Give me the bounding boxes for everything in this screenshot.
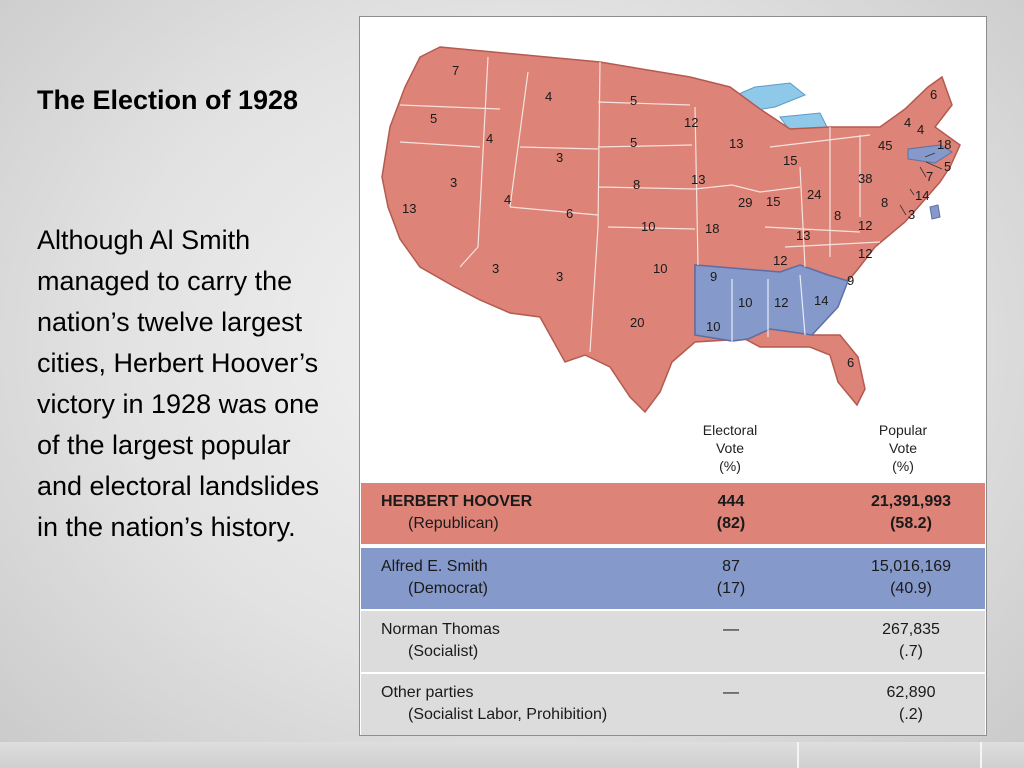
svg-text:10: 10 xyxy=(706,319,721,334)
header-line: Vote xyxy=(715,440,745,456)
svg-text:3: 3 xyxy=(450,175,458,190)
header-line: (%) xyxy=(892,458,914,474)
svg-text:8: 8 xyxy=(834,208,842,223)
candidate-cell xyxy=(381,491,532,535)
svg-text:6: 6 xyxy=(847,355,855,370)
svg-text:4: 4 xyxy=(504,192,512,207)
svg-text:7: 7 xyxy=(452,63,460,78)
svg-text:10: 10 xyxy=(653,261,668,276)
electoral-vote: 87 xyxy=(722,558,740,575)
popular-vote: 267,835 xyxy=(882,621,940,638)
electoral-vote: 444 xyxy=(717,493,745,510)
popular-vote-pct: (.2) xyxy=(899,706,923,723)
electoral-vote-cell xyxy=(681,556,781,600)
svg-text:18: 18 xyxy=(937,137,952,152)
slide-title: The Election of 1928 xyxy=(37,85,299,115)
svg-text:12: 12 xyxy=(858,246,873,261)
candidate-cell xyxy=(381,556,488,600)
svg-text:38: 38 xyxy=(858,171,873,186)
footer-divider xyxy=(980,742,982,768)
footer-divider xyxy=(797,742,799,768)
svg-text:14: 14 xyxy=(814,293,829,308)
svg-text:6: 6 xyxy=(566,206,574,221)
svg-text:15: 15 xyxy=(766,194,781,209)
header-line: Electoral xyxy=(702,422,758,438)
svg-text:13: 13 xyxy=(796,228,811,243)
popular-vote-pct: (.7) xyxy=(899,643,923,660)
candidate-name: Alfred E. Smith xyxy=(381,558,488,575)
candidate-party: (Republican) xyxy=(408,515,499,532)
svg-text:4: 4 xyxy=(486,131,494,146)
svg-text:18: 18 xyxy=(705,221,720,236)
svg-text:13: 13 xyxy=(729,136,744,151)
republican-states-region xyxy=(382,47,960,412)
svg-text:5: 5 xyxy=(430,111,438,126)
electoral-vote-pct: (17) xyxy=(716,580,746,597)
svg-text:10: 10 xyxy=(738,295,753,310)
table-row-other xyxy=(361,672,985,736)
slide-body-text: Although Al Smith managed to carry the nation’s twelve largest cities, Herbert Hoover’s victory in 1928 was one of the largest popular and electoral landslides in the nation’s history. xyxy=(37,225,320,542)
popular-vote-cell xyxy=(851,491,971,535)
svg-text:5: 5 xyxy=(630,135,638,150)
popular-vote-cell xyxy=(851,682,971,726)
electoral-vote-cell xyxy=(681,491,781,535)
popular-vote-header xyxy=(858,421,948,475)
svg-text:8: 8 xyxy=(881,195,889,210)
candidate-party: (Democrat) xyxy=(408,580,489,597)
svg-text:9: 9 xyxy=(710,269,718,284)
svg-text:6: 6 xyxy=(930,87,938,102)
popular-vote-pct: (58.2) xyxy=(890,515,932,532)
svg-text:12: 12 xyxy=(858,218,873,233)
svg-text:3: 3 xyxy=(556,150,564,165)
table-row-smith xyxy=(361,546,985,609)
candidate-cell xyxy=(381,619,500,663)
svg-text:29: 29 xyxy=(738,195,753,210)
svg-text:7: 7 xyxy=(926,169,934,184)
svg-text:10: 10 xyxy=(641,219,656,234)
svg-text:13: 13 xyxy=(402,201,417,216)
table-row-hoover xyxy=(361,483,985,544)
electoral-vote-cell xyxy=(681,619,781,641)
svg-text:45: 45 xyxy=(878,138,893,153)
header-line: Popular xyxy=(878,422,928,438)
electoral-vote: — xyxy=(723,684,739,701)
electoral-vote-pct: (82) xyxy=(716,515,746,532)
popular-vote-cell xyxy=(851,556,971,600)
svg-text:13: 13 xyxy=(691,172,706,187)
svg-text:15: 15 xyxy=(783,153,798,168)
electoral-vote-header xyxy=(685,421,775,475)
electoral-vote-cell xyxy=(681,682,781,704)
popular-vote: 62,890 xyxy=(886,684,936,701)
svg-text:3: 3 xyxy=(556,269,564,284)
svg-text:3: 3 xyxy=(492,261,500,276)
candidate-name: Other parties xyxy=(381,684,474,701)
candidate-name: HERBERT HOOVER xyxy=(381,493,533,510)
svg-text:5: 5 xyxy=(630,93,638,108)
svg-text:9: 9 xyxy=(847,273,855,288)
table-row-thomas xyxy=(361,609,985,672)
rhode-island-region xyxy=(930,205,940,219)
popular-vote-cell xyxy=(851,619,971,663)
svg-text:20: 20 xyxy=(630,315,645,330)
candidate-party: (Socialist Labor, Prohibition) xyxy=(408,706,608,723)
candidate-name: Norman Thomas xyxy=(381,621,500,638)
header-line: (%) xyxy=(719,458,741,474)
svg-text:4: 4 xyxy=(917,122,925,137)
electoral-vote: — xyxy=(723,621,739,638)
popular-vote-pct: (40.9) xyxy=(890,580,932,597)
election-figure xyxy=(359,16,987,736)
svg-text:24: 24 xyxy=(807,187,822,202)
popular-vote: 15,016,169 xyxy=(870,558,952,575)
svg-text:12: 12 xyxy=(773,253,788,268)
footer-bar xyxy=(0,742,1024,768)
svg-text:4: 4 xyxy=(904,115,912,130)
candidate-party: (Socialist) xyxy=(408,643,479,660)
svg-text:4: 4 xyxy=(545,89,553,104)
popular-vote: 21,391,993 xyxy=(870,493,952,510)
header-line: Vote xyxy=(888,440,918,456)
candidate-cell xyxy=(381,682,607,726)
svg-text:5: 5 xyxy=(944,159,952,174)
svg-text:12: 12 xyxy=(684,115,699,130)
svg-text:12: 12 xyxy=(774,295,789,310)
svg-text:14: 14 xyxy=(915,188,930,203)
svg-text:3: 3 xyxy=(908,207,916,222)
svg-text:8: 8 xyxy=(633,177,641,192)
us-electoral-map xyxy=(360,17,986,417)
